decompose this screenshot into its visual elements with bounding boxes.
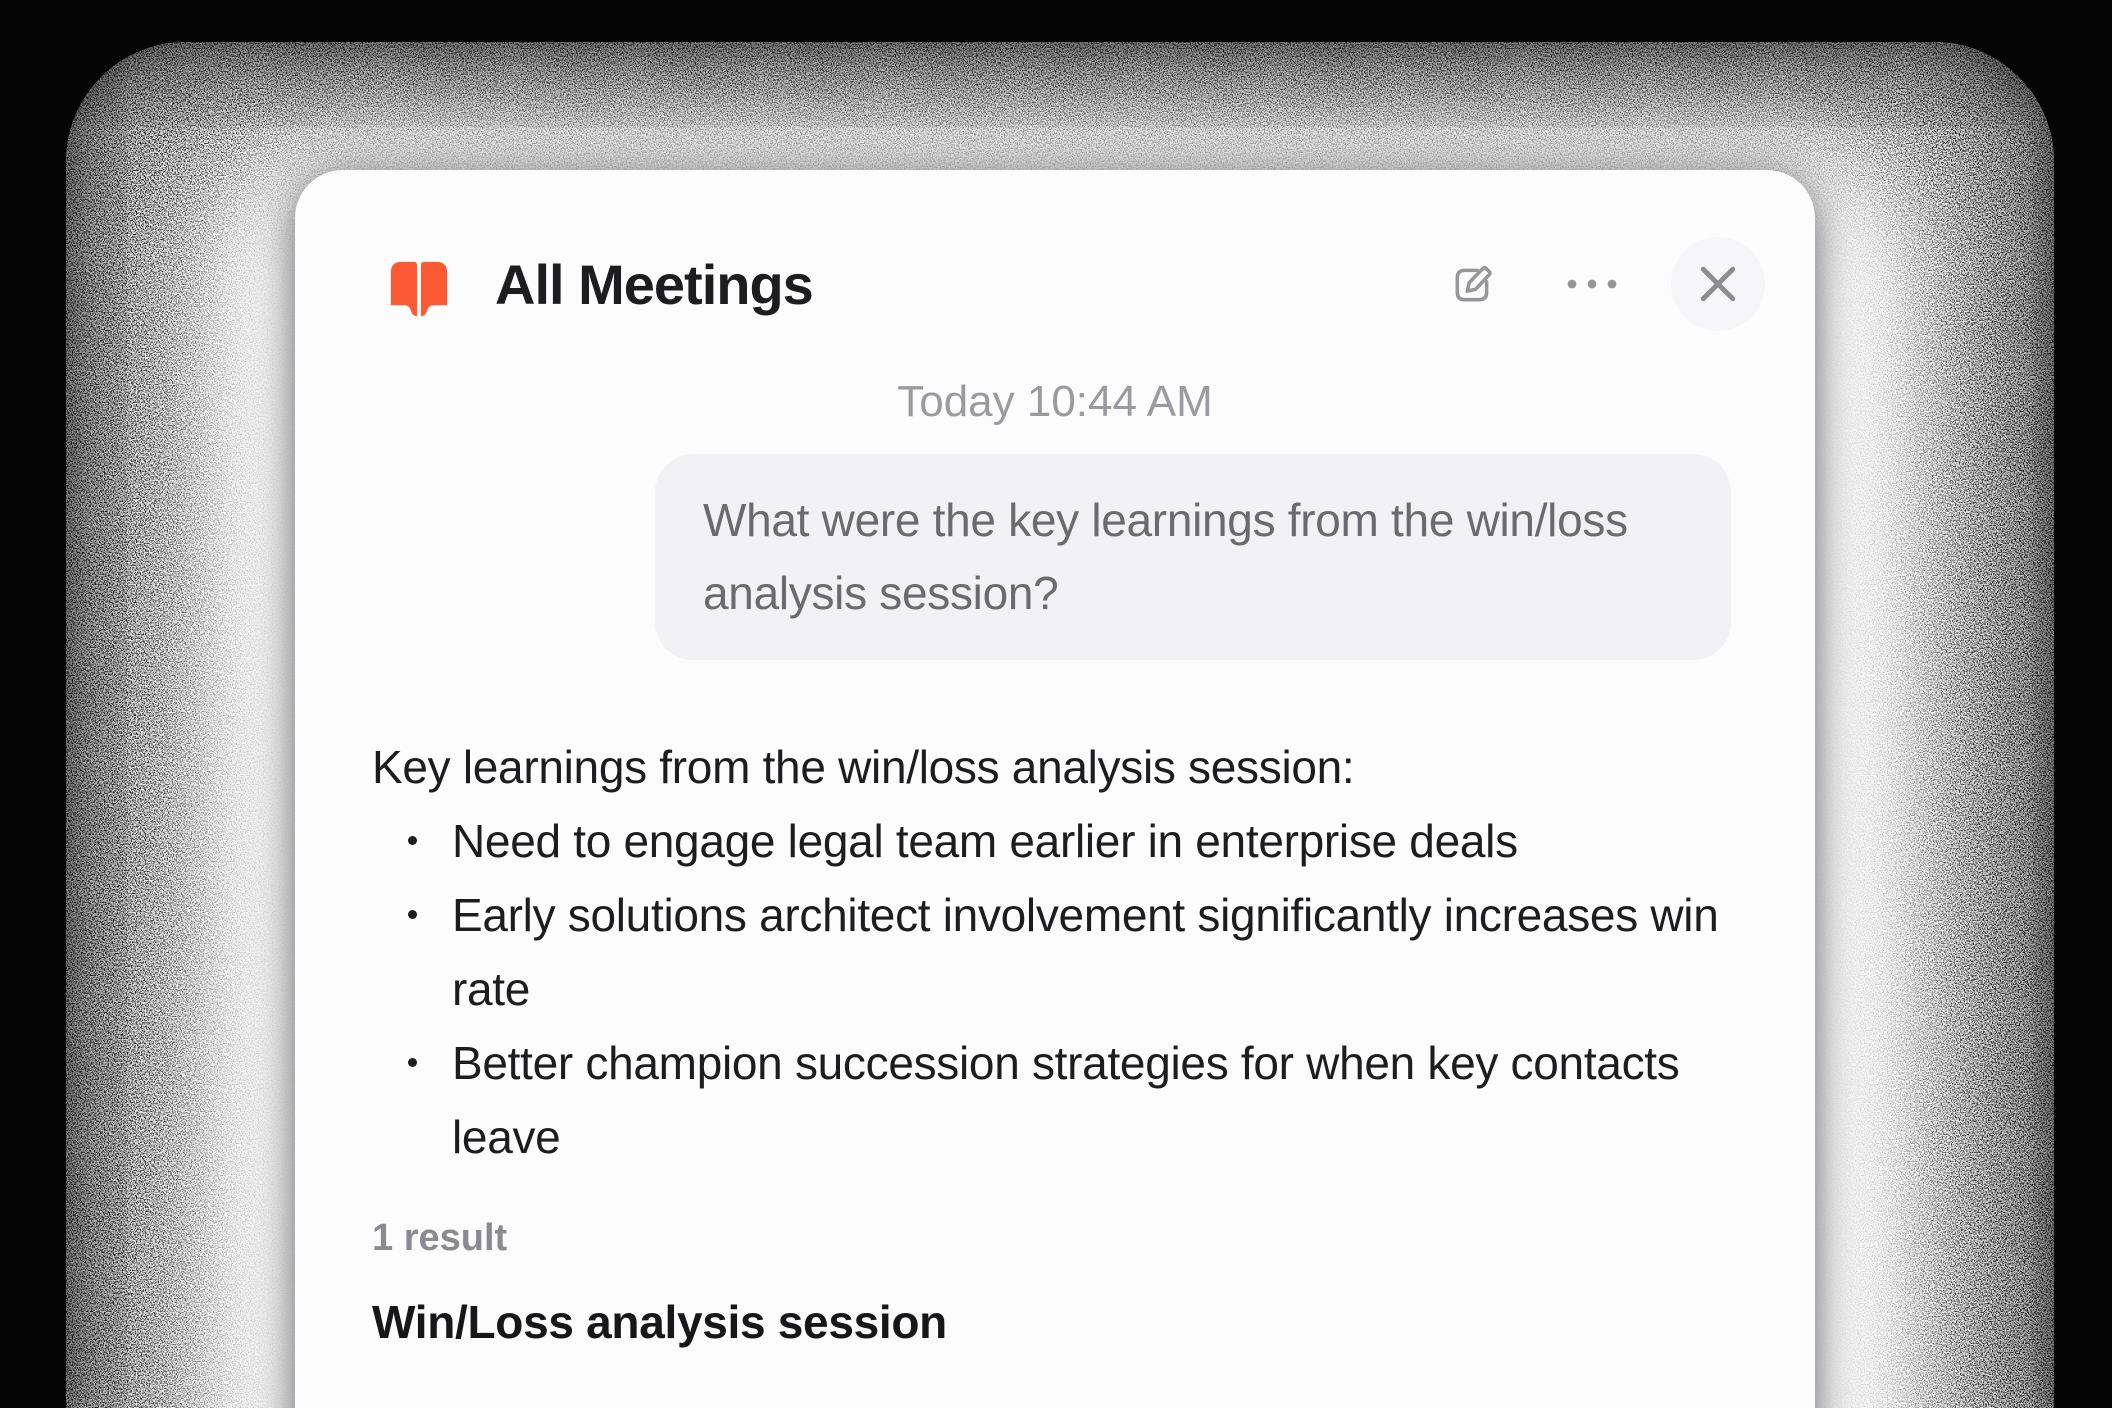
answer-bullet-list — [372, 804, 1772, 1174]
user-question-bubble — [655, 454, 1731, 660]
result-list — [372, 1292, 1742, 1352]
ellipsis-icon — [1565, 277, 1619, 291]
answer-bullet: Early solutions architect involvement significantly increases win rate — [372, 878, 1772, 1026]
message-timestamp: Today 10:44 AM — [897, 377, 1213, 426]
more-options-button[interactable] — [1557, 260, 1627, 308]
open-book-icon — [388, 258, 450, 320]
assistant-answer — [372, 730, 1772, 1174]
assistant-panel — [295, 170, 1815, 1408]
result-count-label: 1 result — [372, 1217, 508, 1259]
page-title: All Meetings — [495, 253, 813, 316]
answer-intro: Key learnings from the win/loss analysis session: — [372, 741, 1355, 793]
answer-bullet: Better champion succession strategies for when key contacts leave — [372, 1026, 1772, 1174]
user-question-text: What were the key learnings from the win/loss analysis session? — [703, 494, 1628, 619]
compose-icon — [1450, 261, 1496, 307]
close-icon — [1699, 265, 1737, 303]
answer-bullet: Need to engage legal team earlier in enterprise deals — [372, 804, 1772, 878]
result-item[interactable]: Win/Loss analysis session — [372, 1296, 947, 1348]
compose-button[interactable] — [1445, 256, 1501, 312]
close-button[interactable] — [1671, 237, 1765, 331]
